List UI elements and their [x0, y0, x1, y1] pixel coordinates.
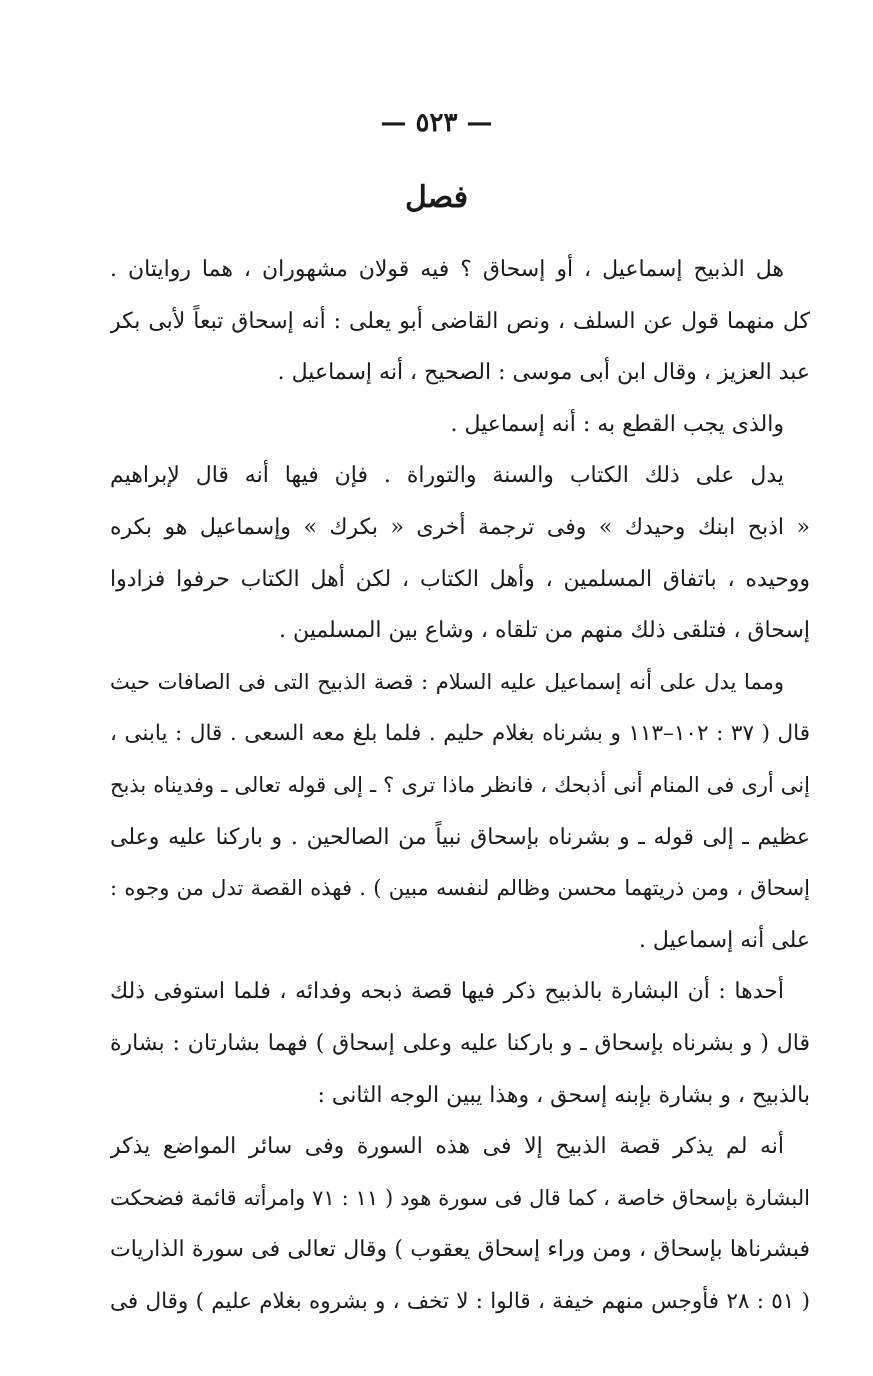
- text-line: والذى يجب القطع به : أنه إسماعيل .: [450, 411, 784, 437]
- text-line: إنى أرى فى المنام أنى أذبحك ، فانظر ماذا ترى ؟ ـ إلى قوله تعالى ـ وفديناه بذبح: [110, 772, 810, 797]
- text-line: بالذبيح ، و بشارة بإبنه إسحق ، وهذا يبين الوجه الثانى :: [317, 1082, 810, 1108]
- text-line: ووحيده ، باتفاق المسلمين ، وأهل الكتاب ، لكن أهل الكتاب حرفوا فزادوا: [110, 566, 810, 592]
- text-line: فبشرناها بإسحاق ، ومن وراء إسحاق يعقوب ) وقال تعالى فى سورة الذاريات: [110, 1237, 810, 1263]
- text-line: أحدها : أن البشارة بالذبيح ذكر فيها قصة ذبحه وفدائه ، فلما استوفى ذلك: [110, 979, 784, 1005]
- text-line: قال ( و بشرناه بإسحاق ـ و باركنا عليه وعلى إسحاق ) فهما بشارتان : بشارة: [110, 1030, 810, 1056]
- body-text: [110, 244, 810, 1327]
- paragraph: [110, 1121, 810, 1327]
- text-line: « اذبح ابنك وحيدك » وفى ترجمة أخرى « بكرك » وإسماعيل هو بكره: [110, 514, 810, 540]
- text-line: إسحاق ، فتلقى ذلك منهم من تلقاه ، وشاع بين المسلمين .: [278, 618, 810, 644]
- paragraph: [110, 966, 810, 1121]
- paragraph: [110, 399, 810, 451]
- text-line: إسحاق ، ومن ذريتهما محسن وظالم لنفسه مبين ) . فهذه القصة تدل من وجوه :: [110, 876, 810, 901]
- text-line: ( ٥١ : ٢٨ فأوجس منهم خيفة ، قالوا : لا تخف ، و بشروه بغلام عليم ) وقال فى: [110, 1288, 810, 1314]
- paragraph: [110, 450, 810, 656]
- section-title: فصل: [404, 180, 469, 215]
- paragraph: [110, 657, 810, 967]
- text-line: هل الذبيح إسماعيل ، أو إسحاق ؟ فيه قولان مشهوران ، هما روايتان .: [110, 257, 784, 282]
- paragraph: [110, 244, 810, 399]
- text-line: يدل على ذلك الكتاب والسنة والتوراة . فإن فيها أنه قال لإبراهيم: [110, 463, 784, 489]
- text-line: أنه لم يذكر قصة الذبيح إلا فى هذه السورة وفى سائر المواضع يذكر: [110, 1134, 784, 1160]
- text-line: كل منهما قول عن السلف ، ونص القاضى أبو يعلى : أنه إسحاق تبعاً لأبى بكر: [110, 308, 810, 334]
- text-line: ومما يدل على أنه إسماعيل عليه السلام : قصة الذبيح التى فى الصافات حيث: [110, 669, 784, 694]
- text-line: عظيم ـ إلى قوله ـ و بشرناه بإسحاق نبياً من الصالحين . و باركنا عليه وعلى: [110, 824, 810, 850]
- text-line: قال ( ٣٧ : ١٠٢–١١٣ و بشرناه بغلام حليم . فلما بلغ معه السعى . قال : يابنى ،: [110, 721, 810, 747]
- text-line: البشارة بإسحاق خاصة ، كما قال فى سورة هود ( ١١ : ٧١ وامرأته قائمة فضحكت: [110, 1185, 810, 1210]
- text-line: عبد العزيز ، وقال ابن أبى موسى : الصحيح ، أنه إسماعيل .: [277, 360, 810, 386]
- text-line: على أنه إسماعيل .: [638, 927, 810, 953]
- page-number: — ٥٢٣ —: [380, 108, 493, 138]
